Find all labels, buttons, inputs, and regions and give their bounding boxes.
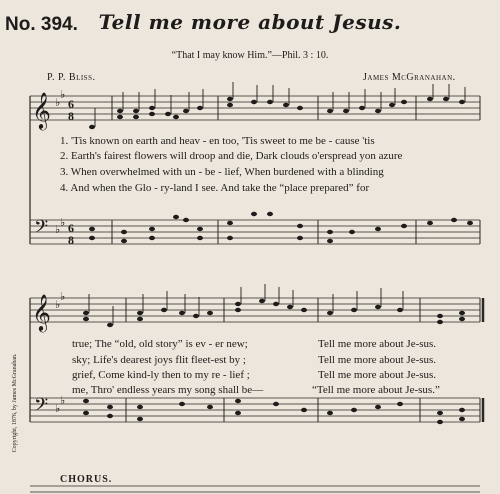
- svg-text:♭: ♭: [55, 298, 61, 311]
- svg-text:6: 6: [68, 97, 74, 111]
- refrain-4: “Tell me more about Je-sus.”: [312, 384, 440, 396]
- staff-treble-1: [30, 96, 480, 120]
- svg-text:♭: ♭: [55, 223, 61, 236]
- refrain-1: Tell me more about Je-sus.: [318, 338, 437, 350]
- notes-treble-2: [83, 299, 465, 327]
- chorus-label: CHORUS.: [60, 474, 113, 485]
- svg-text:♭: ♭: [60, 216, 66, 229]
- refrain-3: Tell me more about Je-sus.: [318, 369, 437, 381]
- composer-credit: P. P. Bliss.: [47, 72, 96, 83]
- verse-2-line-1: 2. Earth's fairest flowers will droop and die, Dark clouds o'erspread yon azure: [60, 150, 403, 162]
- svg-text:♭: ♭: [55, 96, 61, 109]
- hymn-title: Tell me more about Jesus.: [98, 10, 402, 34]
- author-credit: James McGranahan.: [363, 72, 456, 83]
- svg-text:8: 8: [68, 109, 74, 123]
- staff-bottom-partial: [30, 486, 480, 492]
- svg-text:8: 8: [68, 233, 74, 247]
- verse-3-line-1: 3. When overwhelmed with un - be - lief, When burdened with a blinding: [60, 166, 384, 178]
- verse-1-line-2: true; The “old, old story” is ev - er new;: [72, 338, 248, 350]
- svg-text:♭: ♭: [60, 290, 66, 303]
- refrain-2: Tell me more about Je-sus.: [318, 354, 437, 366]
- staff-bass-2: [30, 398, 480, 422]
- svg-text:♭: ♭: [60, 88, 66, 101]
- verse-4-line-1: 4. And when the Glo - ry-land I see. And take the “place prepared” for: [60, 182, 370, 194]
- verse-2-line-2: sky; Life's dearest joys flit fleet-est by ;: [72, 354, 246, 366]
- verse-1-line-1: 1. 'Tis known on earth and heav - en too, 'Tis sweet to me be - cause 'tis: [60, 135, 375, 147]
- copyright-notice: Copyright, 1876, by James McGranahan.: [12, 353, 18, 453]
- treble-clef-icon: 𝄞: [32, 91, 51, 129]
- staff-treble-2: [30, 298, 480, 322]
- notes-bass-1: [89, 212, 473, 243]
- verse-4-line-2: me, Thro' endless years my song shall be—: [72, 384, 264, 396]
- bass-clef-icon: 𝄢: [34, 395, 49, 420]
- svg-text:♭: ♭: [60, 394, 66, 407]
- bass-clef-icon: 𝄢: [34, 217, 49, 242]
- notes-bass-2: [83, 399, 465, 424]
- hymn-number: No. 394.: [5, 14, 78, 35]
- scripture-reference: “That I may know Him.”—Phil. 3 : 10.: [171, 50, 329, 61]
- verse-3-line-2: grief, Come kind-ly then to my re - lief ;: [72, 369, 250, 381]
- staff-bass-1: [30, 220, 480, 244]
- treble-clef-icon: 𝄞: [32, 293, 51, 331]
- svg-text:♭: ♭: [55, 402, 61, 415]
- stems-treble-2: [89, 284, 403, 325]
- svg-text:6: 6: [68, 221, 74, 235]
